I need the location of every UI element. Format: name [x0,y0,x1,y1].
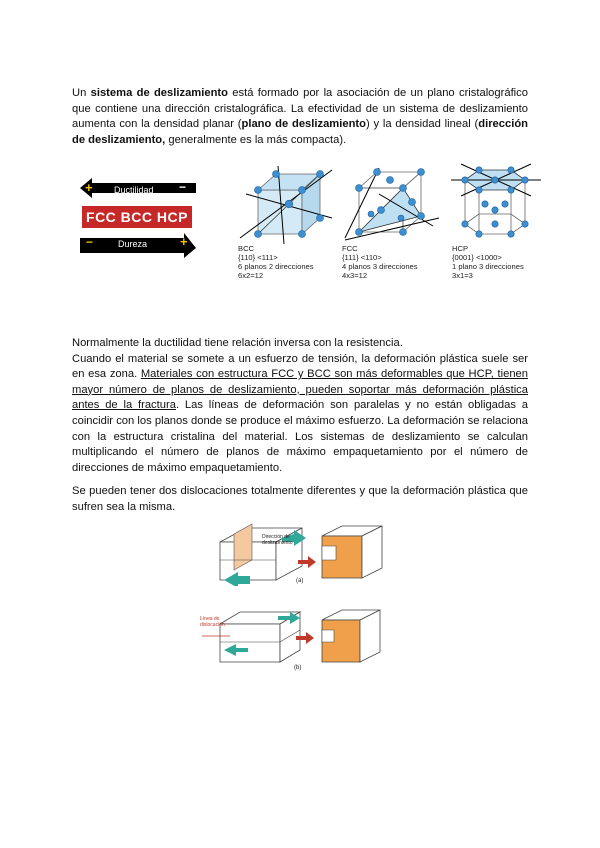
minus-sign-bottom: − [86,235,94,249]
bold-term: dirección de deslizamiento, [72,118,529,146]
plus-sign: + [180,234,188,249]
fcc-cell-diagram [343,164,443,246]
text-run: Cuando el material se somete a un esfuerzo de tensión, la deformación plástica suele ser en esa zona. [72,352,528,381]
bcc-system: {110} <111> [238,253,278,262]
text-run: . Las líneas de deformación son paralelas y no están obligadas a coincidir con los planos donde se produce el máximo esfuerzo. La deformación se relaciona con la estructura cristalina del material. Los sistemas de deslizamiento se calculan multiplicando el número de planos de máximo empaquetamiento por el número de direcciones de máximo empaquetamiento. [72,399,528,474]
dislocation-line-note: Línea de dislocación [200,616,225,628]
dislocation-paragraph [72,484,528,515]
plus-sign: + [85,180,93,195]
bold-term: plano de deslizamiento [241,118,366,131]
bcc-name: BCC [238,244,255,253]
text-run: Normalmente la ductilidad tiene relación inversa con la resistencia. [72,337,403,349]
underlined-statement: Materiales con estructura FCC y BCC son más deformables que HCP, tienen mayor número de planos de deslizamiento, pueden soportar más deformación plástica antes de la fractura [72,368,528,412]
slip-direction-note: Dirección de deslizamiento [262,534,293,546]
text-run: está formado por la asociación de un plano cristalográfico que contiene una dirección cristalográfica. La efectividad de un sistema de deslizamiento aumenta con la densidad planar ( [72,87,528,131]
text-run: Un [72,87,91,99]
hcp-cell-diagram [451,160,551,246]
bcc-product: 6x2=12 [238,271,264,280]
fcc-product: 4x3=12 [342,271,368,280]
figure-label-a: (a) [296,578,304,584]
bold-term: sistema de deslizamiento [90,87,228,99]
text-run: Se pueden tener dos dislocaciones totalmente diferentes y que la deformación plástica que sufren sea la misma. [72,485,528,513]
bcc-planes: 6 planos 2 direcciones [238,262,314,271]
hcp-product: 3x1=3 [452,271,473,280]
ductility-paragraph [72,336,528,476]
bcc-cell-diagram [236,166,336,246]
hcp-system: {0001} <1000> [452,253,502,262]
hcp-planes: 1 plano 3 direcciones [452,262,524,271]
text-run: ) y la densidad lineal ( [365,118,479,131]
text-run: generalmente es la más compacta). [165,133,347,146]
structures-label: FCC BCC HCP [82,206,192,228]
intro-paragraph [72,86,528,148]
fcc-system: {111} <110> [342,253,382,262]
hcp-name: HCP [452,244,469,253]
figure-label-b: (b) [294,665,302,671]
fcc-name: FCC [342,244,358,253]
fcc-planes: 4 planos 3 direcciones [342,262,418,271]
minus-sign-top: − [179,180,187,194]
ductilidad-label: Ductilidad [114,185,154,195]
dureza-label: Dureza [118,239,148,249]
